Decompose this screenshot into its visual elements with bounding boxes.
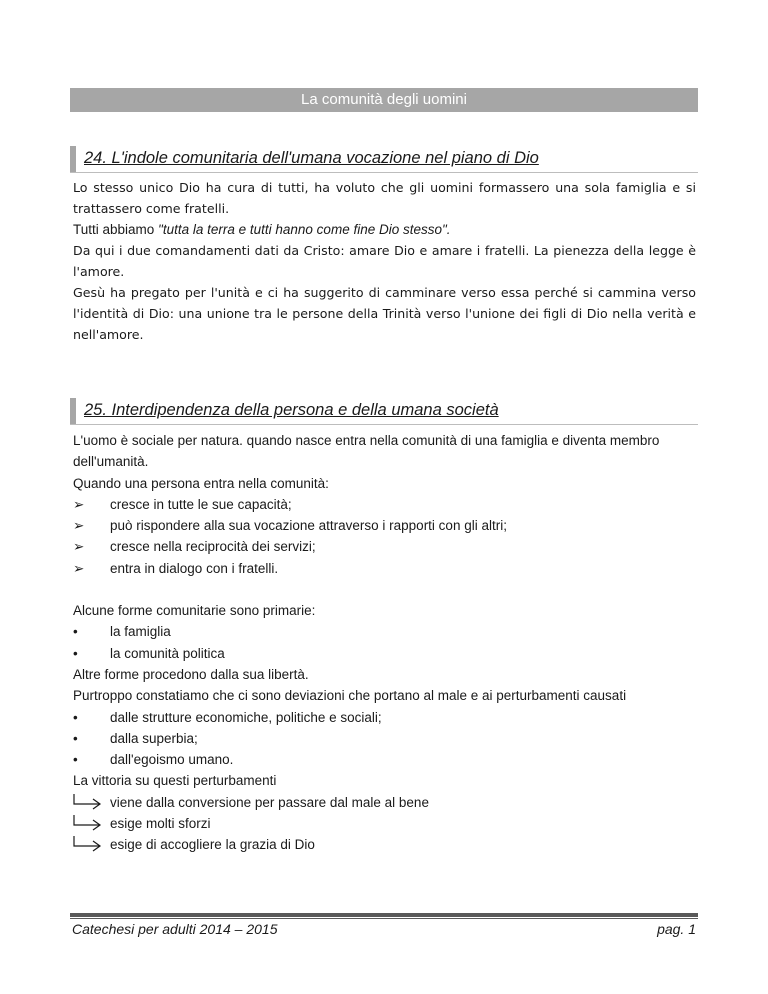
footer-rule [70,913,698,917]
corner-arrow-icon [73,815,107,831]
list-item: • la famiglia [73,621,696,642]
paragraph: L'uomo è sociale per natura. quando nasce entra nella comunità di una famiglia e diventa membro dell'umanità. [73,433,660,470]
paragraph: Lo stesso unico Dio ha cura di tutti, ha voluto che gli uomini formassero una sola famiglia e si trattassero come fratelli. [73,180,696,216]
list-item: viene dalla conversione per passare dal male al bene [73,792,696,813]
paragraph: Altre forme procedono dalla sua libertà. [73,666,309,682]
spacer [73,579,696,600]
section-24-title: 24. L'indole comunitaria dell'umana vocazione nel piano di Dio [84,149,539,167]
list-item: • dalla superbia; [73,728,696,749]
paragraph: Alcune forme comunitarie sono primarie: [73,603,316,619]
paragraph [73,219,696,240]
list-item: • dall'egoismo umano. [73,749,696,770]
list-item: esige molti sforzi [73,813,696,834]
check-arrow-icon: ➢ [73,496,85,512]
list-item: • dalle strutture economiche, politiche e sociali; [73,707,696,728]
check-arrow-icon: ➢ [73,560,85,576]
list-item: esige di accogliere la grazia di Dio [73,834,696,855]
page-number: pag. 1 [657,921,696,937]
bullet-icon: • [73,709,78,725]
list-item: • la comunità politica [73,643,696,664]
heading-bar [70,146,76,172]
corner-arrow-icon [73,836,107,852]
bullet-icon: • [73,730,78,746]
corner-arrow-icon [73,794,107,810]
paragraph: Quando una persona entra nella comunità: [73,475,329,491]
section-25-body [73,430,696,856]
check-arrow-icon: ➢ [73,518,85,534]
paragraph: Da qui i due comandamenti dati da Cristo: amare Dio e amare i fratelli. La pienezza della legge è l'amore. [73,243,696,280]
section-25-heading [70,398,698,425]
paragraph: Gesù ha pregato per l'unità e ci ha suggerito di camminare verso essa perché si cammina verso l'identità di Dio: una unione tra le persone della Trinità verso l'unione dei figli di Dio nella verità e nell'amore. [73,285,696,343]
bullet-icon: • [73,645,78,661]
quote: "tutta la terra e tutti hanno come fine Dio stesso". [158,222,451,237]
footer-title: Catechesi per adulti 2014 – 2015 [72,921,278,937]
bullet-icon: • [73,624,78,640]
section-25-title: 25. Interdipendenza della persona e della umana società [84,401,499,419]
paragraph: Purtroppo constatiamo che ci sono deviazioni che portano al male e ai perturbamenti causati [73,688,627,704]
chapter-banner: La comunità degli uomini [70,88,698,112]
list-item: ➢ può rispondere alla sua vocazione attraverso i rapporti con gli altri; [73,515,696,536]
bullet-icon: • [73,752,78,768]
check-arrow-icon: ➢ [73,539,85,555]
list-item: ➢ cresce in tutte le sue capacità; [73,494,696,515]
paragraph-lead: Tutti abbiamo [73,222,159,237]
section-24-body [73,177,696,345]
footer-rule [70,918,698,919]
section-24-heading [70,146,698,173]
heading-bar [70,398,76,424]
paragraph: La vittoria su questi perturbamenti [73,773,277,789]
list-item: ➢ entra in dialogo con i fratelli. [73,558,696,579]
list-item: ➢ cresce nella reciprocità dei servizi; [73,536,696,557]
